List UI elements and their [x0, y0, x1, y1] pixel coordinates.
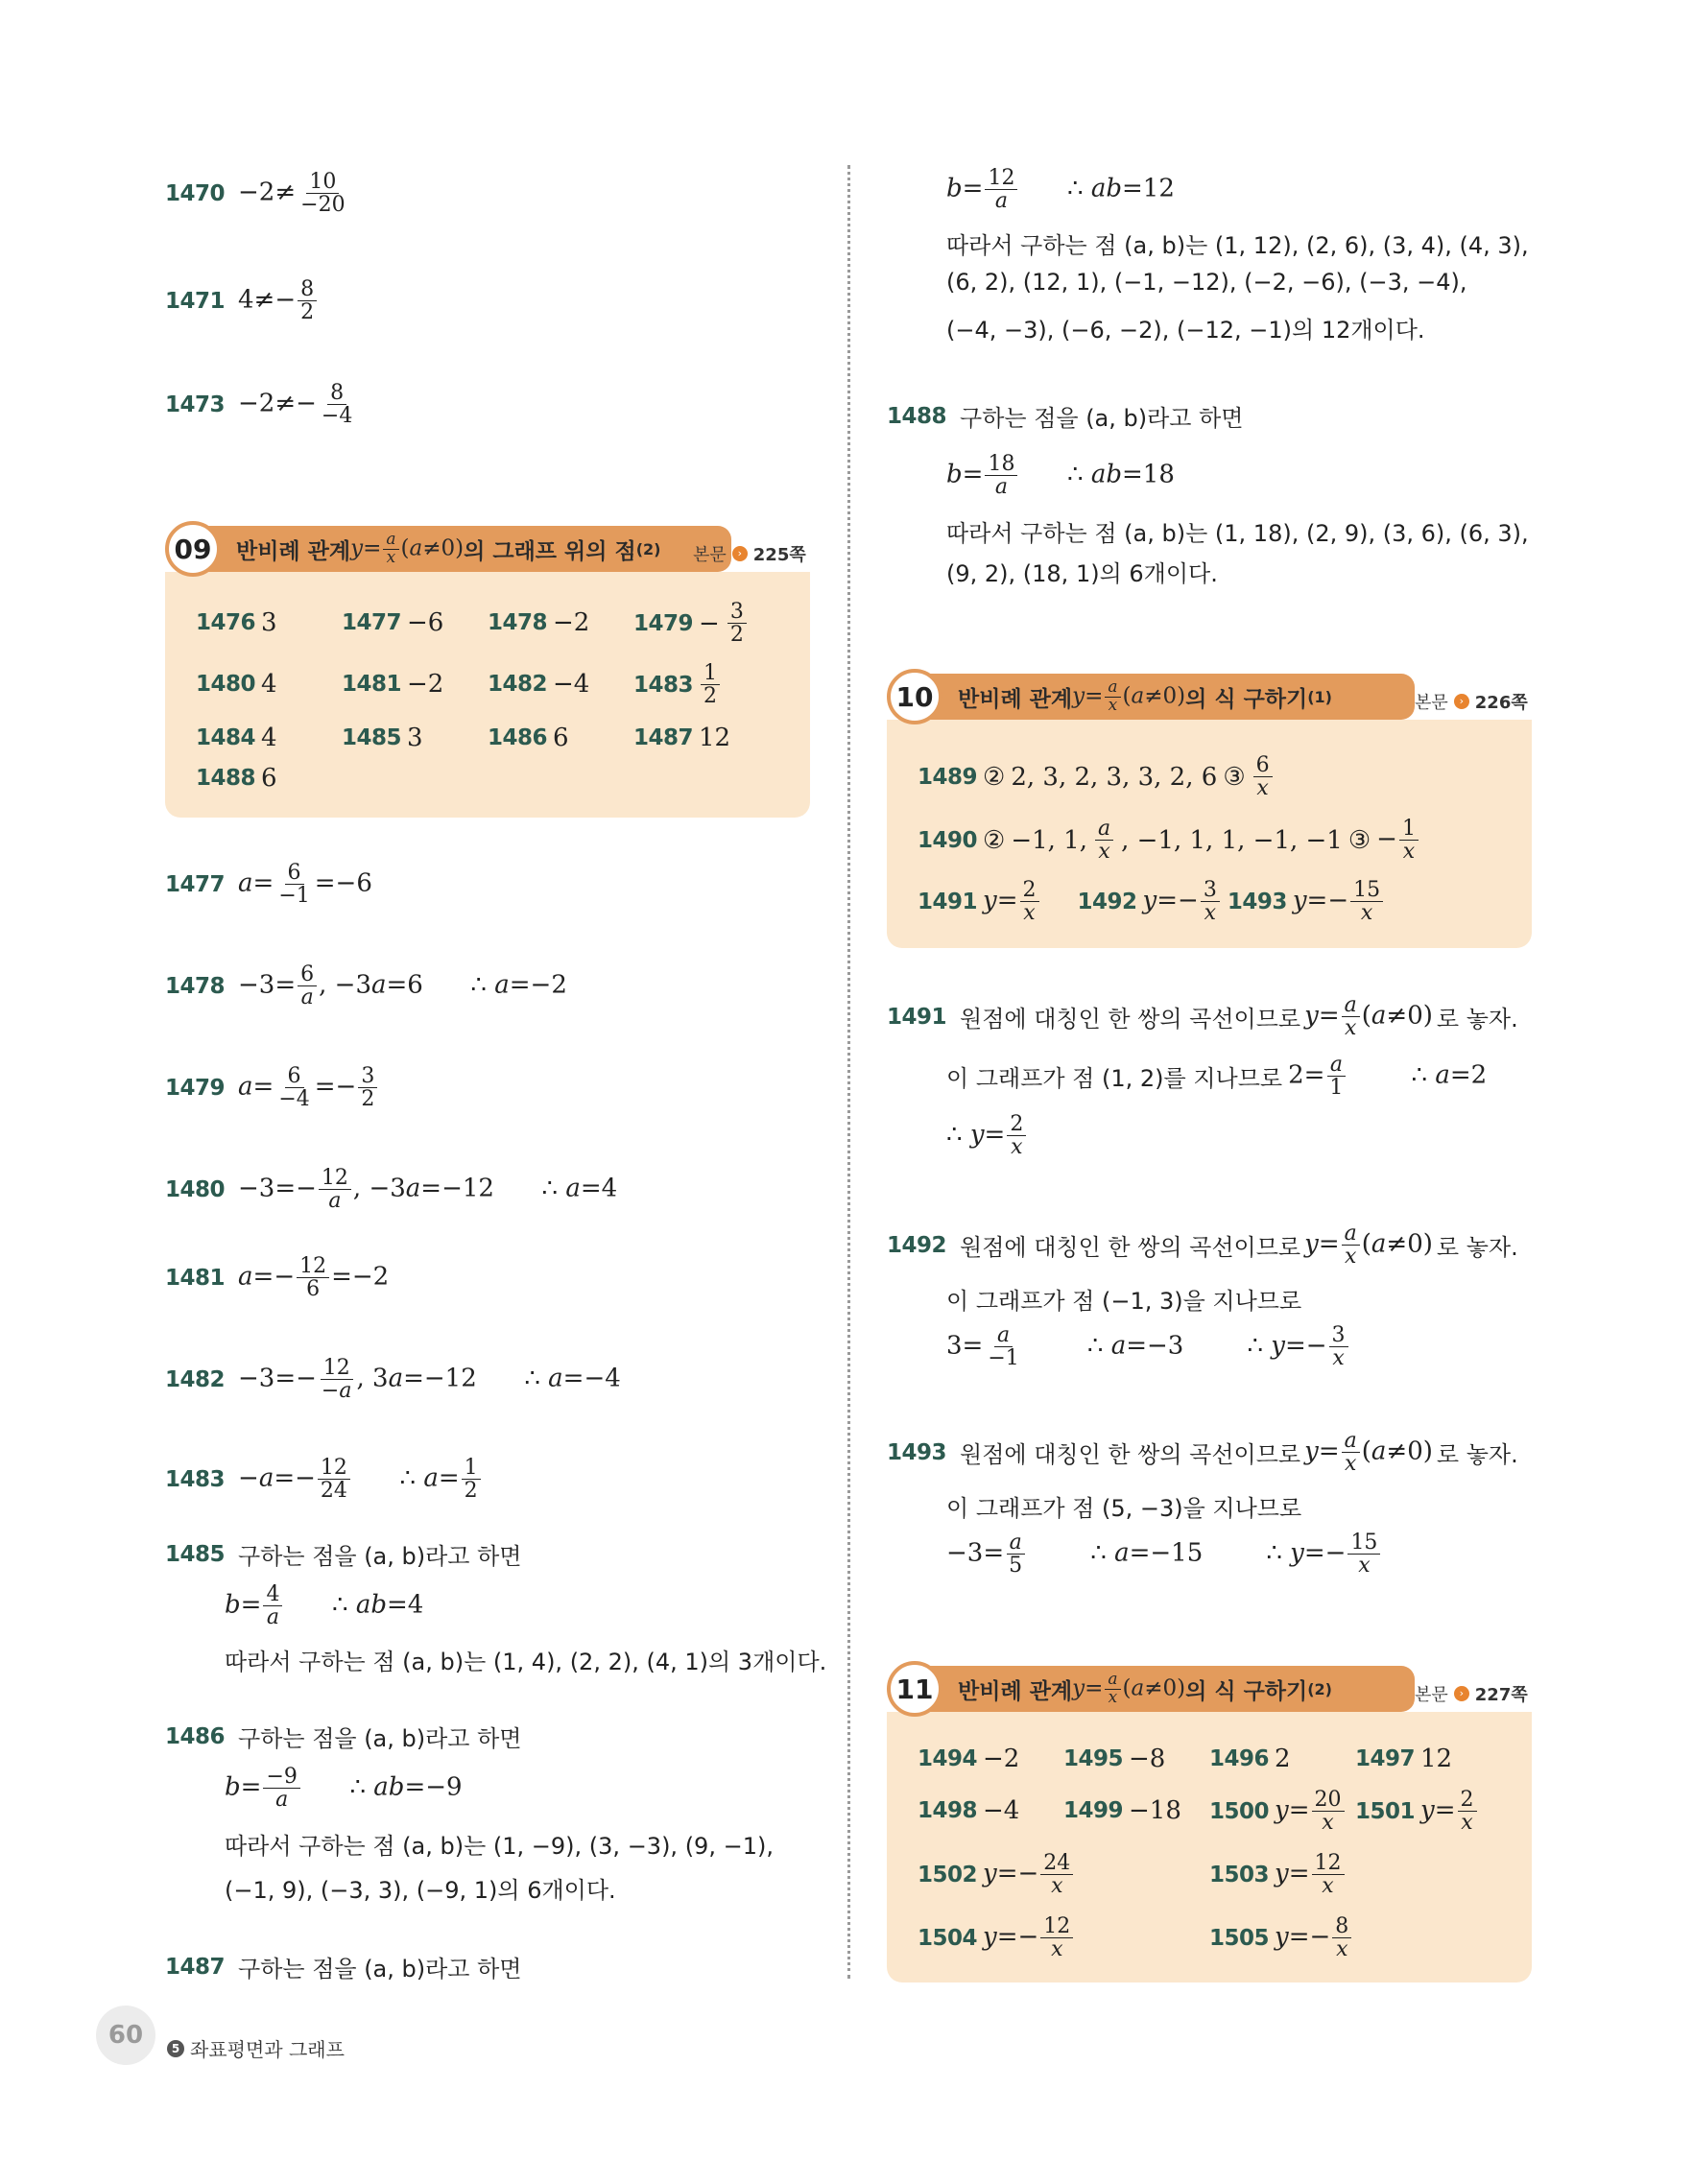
solution-1482: 1482 −3=− $\frac{12}{-a}$ , 3a=−12 ∴ a=−4: [165, 1356, 621, 1404]
answer-1489: 1489 ② 2, 3, 2, 3, 3, 2, 6 ③ $\frac{6}{x}$: [918, 754, 1275, 799]
answer-1478: 1478 −2: [488, 608, 590, 637]
answer-1490: 1490 ② −1, 1, $\frac{a}{x}$ , −1, 1, 1, −1, −1 ③ − $\frac{1}{x}$: [918, 818, 1420, 863]
answer-1486: 1486 6: [488, 724, 569, 752]
chapter-number-icon: 5: [167, 2040, 184, 2057]
answer-1482: 1482 −4: [488, 670, 590, 699]
section-09-header: 09 반비례 관계 y= $\frac{a}{x}$ (a≠0) 의 그래프 위의 점 (2) 본문 › 225쪽: [165, 524, 814, 574]
answer-1488: 1488 6: [196, 764, 277, 793]
answer-1503: 1503 y= $\frac{12}{x}$: [1209, 1852, 1347, 1897]
section-10-header: 10 반비례 관계 y= $\frac{a}{x}$ (a≠0) 의 식 구하기 (1) 본문 › 226쪽: [887, 672, 1536, 722]
solution-1471: 1471 4≠− $\frac{8}{2}$: [165, 278, 319, 323]
section-number-badge: 10: [887, 669, 942, 724]
answer-1505: 1505 y=− $\frac{8}{x}$: [1209, 1915, 1353, 1960]
solution-1487: 1487 구하는 점을 (a, b)라고 하면: [165, 1954, 522, 1982]
section-11-header: 11 반비례 관계 y= $\frac{a}{x}$ (a≠0) 의 식 구하기 (2) 본문 › 227쪽: [887, 1664, 1536, 1714]
answer-1495: 1495 −8: [1063, 1745, 1166, 1773]
page-number: 60: [96, 2006, 155, 2065]
answer-1485: 1485 3: [342, 724, 423, 752]
solution-1486-eq: b= $\frac{-9}{a}$ ∴ ab=−9: [225, 1765, 463, 1813]
solution-1487-result-2: (6, 2), (12, 1), (−1, −12), (−2, −6), (−3, −4),: [946, 269, 1467, 296]
solution-1493-result: −3= $\frac{a}{5}$ ∴ a=−15 ∴ y=− $\frac{15}{x}$: [946, 1531, 1382, 1577]
section-number-badge: 11: [887, 1661, 942, 1717]
answer-1481: 1481 −2: [342, 670, 444, 699]
solution-1486-result-1: 따라서 구하는 점 (a, b)는 (1, −9), (3, −3), (9, −1),: [225, 1833, 774, 1860]
column-divider: [847, 165, 850, 1979]
answer-1479: 1479 − $\frac{3}{2}$: [633, 601, 749, 646]
arrow-right-icon: ›: [1454, 1686, 1469, 1701]
solution-1492-step: 이 그래프가 점 (−1, 3)을 지나므로: [946, 1288, 1302, 1315]
solution-1491: 1491 원점에 대칭인 한 쌍의 곡선이므로 y= $\frac{a}{x}$ (a≠0) 로 놓자.: [887, 993, 1518, 1041]
solution-1486: 1486 구하는 점을 (a, b)라고 하면: [165, 1723, 522, 1752]
solution-1483: 1483 −a=− $\frac{12}{24}$ ∴ a= $\frac{1}{2}$: [165, 1457, 483, 1502]
answer-1496: 1496 2: [1209, 1745, 1291, 1773]
solution-1481: 1481 a=− $\frac{12}{6}$ =−2: [165, 1254, 390, 1302]
solution-1488-result-1: 따라서 구하는 점 (a, b)는 (1, 18), (2, 9), (3, 6), (6, 3),: [946, 520, 1529, 547]
section-11-answers: [887, 1712, 1532, 1982]
answer-1477: 1477 −6: [342, 608, 444, 637]
section-10-answers: [887, 720, 1532, 948]
solution-1488-result-2: (9, 2), (18, 1)의 6개이다.: [946, 560, 1218, 587]
answer-1500: 1500 y= $\frac{20}{x}$: [1209, 1789, 1347, 1834]
solution-1486-result-2: (−1, 9), (−3, 3), (−9, 1)의 6개이다.: [225, 1877, 616, 1904]
solution-1493: 1493 원점에 대칭인 한 쌍의 곡선이므로 y= $\frac{a}{x}$ (a≠0) 로 놓자.: [887, 1429, 1518, 1477]
solution-1488-eq: b= $\frac{18}{a}$ ∴ ab=18: [946, 452, 1175, 500]
solution-1491-step: 이 그래프가 점 (1, 2)를 지나므로 2= $\frac{a}{1}$ ∴ a=2: [946, 1053, 1488, 1101]
solution-1480: 1480 −3=− $\frac{12}{a}$ , −3a=−12 ∴ a=4: [165, 1166, 618, 1214]
textbook-page-ref: 본문 › 227쪽: [1415, 1685, 1528, 1705]
answer-1476: 1476 3: [196, 608, 277, 637]
solution-1470: 1470 −2≠ $\frac{10}{-20}$: [165, 170, 346, 218]
answer-1484: 1484 4: [196, 724, 277, 752]
solution-1479: 1479 a= $\frac{6}{-4}$ =− $\frac{3}{2}$: [165, 1065, 379, 1110]
solution-1487-result-3: (−4, −3), (−6, −2), (−12, −1)의 12개이다.: [946, 317, 1425, 344]
solution-1485-result: 따라서 구하는 점 (a, b)는 (1, 4), (2, 2), (4, 1)의 3개이다.: [225, 1649, 827, 1675]
section-09-answers: [165, 572, 810, 818]
solution-1487-result-1: 따라서 구하는 점 (a, b)는 (1, 12), (2, 6), (3, 4), (4, 3),: [946, 232, 1529, 259]
solution-1485-eq: b= $\frac{4}{a}$ ∴ ab=4: [225, 1582, 424, 1630]
solution-1492-result: 3= $\frac{a}{-1}$ ∴ a=−3 ∴ y=− $\frac{3}{x}$: [946, 1324, 1350, 1369]
solution-1493-step: 이 그래프가 점 (5, −3)을 지나므로: [946, 1495, 1302, 1522]
answer-1501: 1501 y= $\frac{2}{x}$: [1355, 1789, 1479, 1834]
solution-1491-result: ∴ y= $\frac{2}{x}$: [946, 1113, 1028, 1158]
textbook-page-ref: 본문 › 226쪽: [1415, 693, 1528, 713]
solution-1477: 1477 a= $\frac{6}{-1}$ =−6: [165, 861, 372, 909]
answer-1480: 1480 4: [196, 670, 277, 699]
answer-1502: 1502 y=− $\frac{24}{x}$: [918, 1852, 1075, 1897]
solution-1488: 1488 구하는 점을 (a, b)라고 하면: [887, 403, 1244, 432]
solution-1478: 1478 −3= $\frac{6}{a}$ , −3a=6 ∴ a=−2: [165, 962, 567, 1010]
answer-1504: 1504 y=− $\frac{12}{x}$: [918, 1915, 1075, 1960]
solution-1487-eq: b= $\frac{12}{a}$ ∴ ab=12: [946, 166, 1175, 214]
arrow-right-icon: ›: [1454, 694, 1469, 709]
answer-1483: 1483 $\frac{1}{2}$: [633, 662, 722, 707]
answer-1498: 1498 −4: [918, 1796, 1020, 1825]
arrow-right-icon: ›: [732, 546, 748, 561]
answer-1499: 1499 −18: [1063, 1796, 1181, 1825]
solution-1485: 1485 구하는 점을 (a, b)라고 하면: [165, 1541, 522, 1570]
solution-1492: 1492 원점에 대칭인 한 쌍의 곡선이므로 y= $\frac{a}{x}$ (a≠0) 로 놓자.: [887, 1222, 1518, 1270]
answer-1494: 1494 −2: [918, 1745, 1020, 1773]
answer-1497: 1497 12: [1355, 1745, 1453, 1773]
section-number-badge: 09: [165, 521, 221, 577]
solution-1473: 1473 −2≠− $\frac{8}{-4}$: [165, 381, 353, 429]
chapter-label: 5 좌표평면과 그래프: [167, 2034, 345, 2062]
textbook-page-ref: 본문 › 225쪽: [693, 545, 806, 565]
answer-1491-1493: 1491 y= $\frac{2}{x}$ 1492 y=− $\frac{3}{x}$ 1493 y=− $\frac{15}{x}$: [918, 879, 1385, 924]
answer-1487: 1487 12: [633, 724, 731, 752]
